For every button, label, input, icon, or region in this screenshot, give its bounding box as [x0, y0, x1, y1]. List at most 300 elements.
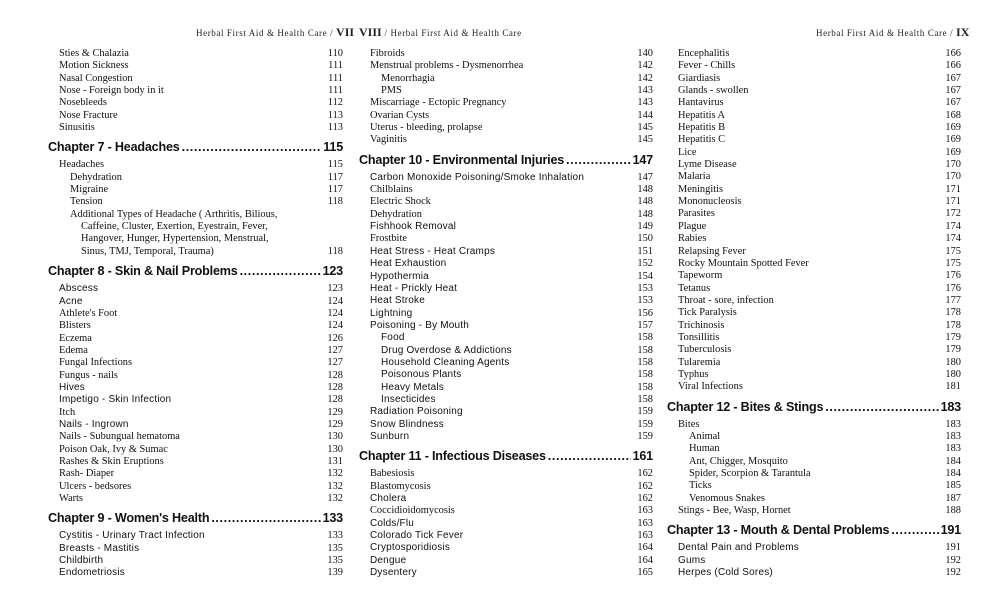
- entry-title: Chapter 9 - Women's Health: [48, 511, 210, 526]
- toc-entry[interactable]: [48, 481, 343, 493]
- entry-title: Rabies: [678, 233, 707, 245]
- toc-entry[interactable]: [667, 283, 961, 295]
- toc-entry[interactable]: [359, 308, 653, 320]
- page-ref: 176: [945, 270, 961, 282]
- page-ref: 167: [945, 72, 961, 84]
- entry-title: Malaria: [678, 171, 711, 183]
- page-ref: 167: [945, 85, 961, 97]
- entry-title: Nasal Congestion: [59, 72, 133, 84]
- chapter-heading-9[interactable]: [48, 511, 343, 526]
- entry-title: 147: [632, 152, 653, 167]
- entry-title: Acne: [59, 295, 83, 307]
- toc-entry[interactable]: [667, 110, 961, 122]
- toc-entry[interactable]: [667, 147, 961, 159]
- entry-title: Tick Paralysis: [678, 307, 737, 319]
- page-ref: 162: [637, 480, 653, 492]
- dot-leader: [566, 153, 631, 167]
- entry-title: Plague: [678, 220, 707, 232]
- toc-entry[interactable]: [359, 283, 653, 295]
- toc-entry[interactable]: [359, 110, 653, 122]
- toc-entry[interactable]: [359, 196, 653, 208]
- page-ref: 166: [945, 60, 961, 72]
- toc-entry[interactable]: [667, 208, 961, 220]
- entry-title: Stings - Bee, Wasp, Hornet: [678, 505, 791, 517]
- toc-entry[interactable]: [667, 344, 961, 356]
- page-ref: 159: [637, 430, 653, 442]
- page-ref: 175: [945, 245, 961, 257]
- entry-title: Fever - Chills: [678, 60, 736, 72]
- entry-title: Chilblains: [370, 184, 413, 196]
- page-ref: 172: [945, 208, 961, 220]
- toc-entry[interactable]: [359, 134, 653, 146]
- toc-entry[interactable]: [359, 172, 653, 184]
- entry-title: Chapter 12 - Bites & Stings: [667, 399, 824, 414]
- page-ref: 187: [945, 492, 961, 504]
- toc-entry[interactable]: [48, 320, 343, 332]
- entry-title: Poison Oak, Ivy & Sumac: [59, 443, 168, 455]
- page-ref: 153: [637, 282, 653, 294]
- entry-title: Dehydration: [70, 171, 122, 183]
- toc-entry[interactable]: [48, 431, 343, 443]
- page-ref: 111: [328, 85, 343, 97]
- entry-title: Viral Infections: [678, 381, 743, 393]
- toc-column-3: [667, 48, 961, 579]
- toc-entry[interactable]: [667, 295, 961, 307]
- toc-entry[interactable]: [667, 307, 961, 319]
- chapter-heading-10[interactable]: [359, 153, 653, 168]
- toc-entry[interactable]: [359, 60, 653, 72]
- toc-entry[interactable]: [667, 381, 961, 393]
- entry-title: Sinus, TMJ, Temporal, Trauma): [81, 245, 214, 257]
- toc-entry[interactable]: [359, 542, 653, 554]
- toc-entry[interactable]: [48, 407, 343, 419]
- entry-title: Insecticides: [381, 393, 436, 405]
- chapter-heading-13[interactable]: [667, 523, 961, 538]
- toc-entry[interactable]: [359, 382, 653, 394]
- toc-entry[interactable]: [667, 542, 961, 554]
- page-ref: 130: [327, 443, 343, 455]
- entry-title: Dental Pain and Problems: [678, 542, 799, 554]
- entry-title: Tapeworm: [678, 270, 723, 282]
- page-ref: 158: [637, 393, 653, 405]
- entry-title: Ticks: [689, 480, 712, 492]
- page-ref: 149: [637, 221, 653, 233]
- toc-entry[interactable]: [48, 48, 343, 60]
- entry-title: Parasites: [678, 208, 715, 220]
- entry-title: 133: [322, 511, 343, 526]
- toc-entry[interactable]: [667, 73, 961, 85]
- entry-title: Heat Stroke: [370, 295, 426, 307]
- entry-title: Itch: [59, 406, 76, 418]
- page-ref: 127: [327, 357, 343, 369]
- chapter-heading-8[interactable]: [48, 264, 343, 279]
- running-head-left: [196, 25, 354, 40]
- page-ref: 166: [945, 48, 961, 59]
- toc-entry[interactable]: [48, 85, 343, 97]
- toc-entry[interactable]: [667, 85, 961, 97]
- page-ref: 112: [327, 97, 343, 109]
- entry-title: Carbon Monoxide Poisoning/Smoke Inhalation: [370, 171, 585, 183]
- toc-entry[interactable]: [667, 332, 961, 344]
- toc-entry[interactable]: [667, 159, 961, 171]
- toc-entry[interactable]: [667, 468, 961, 480]
- page-ref: 183: [945, 430, 961, 442]
- entry-title: Heat Exhaustion: [370, 258, 447, 270]
- page-ref: 150: [637, 233, 653, 245]
- page-ref: 157: [637, 319, 653, 331]
- entry-title: Blisters: [59, 320, 91, 332]
- toc-entry[interactable]: [48, 543, 343, 555]
- page-ref: 165: [637, 567, 653, 579]
- entry-title: Additional Types of Headache ( Arthritis, Bilious,: [70, 208, 278, 220]
- chapter-heading-7[interactable]: [48, 140, 343, 155]
- toc-entry[interactable]: [48, 555, 343, 567]
- toc-entry[interactable]: [48, 60, 343, 72]
- page-ref: 185: [945, 480, 961, 492]
- toc-entry[interactable]: [359, 406, 653, 418]
- toc-entry[interactable]: [359, 73, 653, 85]
- toc-entry[interactable]: [667, 171, 961, 183]
- page-ref: 163: [637, 505, 653, 517]
- page-ref: 113: [327, 109, 343, 121]
- toc-entry[interactable]: [48, 382, 343, 394]
- page-ref: 139: [327, 567, 343, 579]
- page-ref: 135: [327, 542, 343, 554]
- page-ref: 127: [327, 344, 343, 356]
- chapter-heading-11[interactable]: [359, 449, 653, 464]
- page-number: VIII: [359, 25, 382, 39]
- page-ref: 128: [327, 381, 343, 393]
- toc-entry[interactable]: [48, 196, 343, 208]
- entry-title: Heat - Prickly Heat: [370, 282, 458, 294]
- page-ref: 147: [637, 171, 653, 183]
- entry-title: Snow Blindness: [370, 418, 444, 430]
- entry-title: Dysentery: [370, 567, 417, 579]
- page-ref: 142: [637, 60, 653, 72]
- page-ref: 174: [945, 220, 961, 232]
- toc-entry[interactable]: [667, 555, 961, 567]
- toc-entry[interactable]: [359, 530, 653, 542]
- entry-title: Chapter 13 - Mouth & Dental Problems: [667, 523, 890, 538]
- entry-title: Tension: [70, 196, 103, 208]
- toc-entry[interactable]: [48, 444, 343, 456]
- entry-title: Childbirth: [59, 555, 104, 567]
- entry-title: Blastomycosis: [370, 480, 431, 492]
- page-ref: 178: [945, 319, 961, 331]
- page-ref: 171: [945, 183, 961, 195]
- toc-entry[interactable]: [667, 320, 961, 332]
- toc-entry[interactable]: [48, 419, 343, 431]
- entry-title: Mononucleosis: [678, 196, 742, 208]
- toc-entry[interactable]: [359, 357, 653, 369]
- page-ref: 179: [945, 344, 961, 356]
- entry-title: Colorado Tick Fever: [370, 530, 464, 542]
- entry-title: Motion Sickness: [59, 60, 129, 72]
- toc-entry[interactable]: [359, 468, 653, 480]
- entry-title: Lice: [678, 146, 697, 158]
- entry-title: Spider, Scorpion & Tarantula: [689, 468, 811, 479]
- page-ref: 154: [637, 270, 653, 282]
- entry-title: Relapsing Fever: [678, 245, 746, 257]
- toc-entry[interactable]: [667, 233, 961, 245]
- entry-title: Nosebleeds: [59, 97, 107, 109]
- page-ref: 180: [945, 356, 961, 368]
- toc-column-2: [359, 48, 653, 579]
- toc-entry[interactable]: [48, 73, 343, 85]
- toc-entry[interactable]: [667, 456, 961, 468]
- toc-entry[interactable]: [359, 567, 653, 579]
- toc-entry[interactable]: [48, 567, 343, 579]
- page-ref: 123: [327, 283, 343, 295]
- toc-entry[interactable]: [667, 196, 961, 208]
- toc-entry[interactable]: [667, 431, 961, 443]
- entry-title: Chapter 8 - Skin & Nail Problems: [48, 264, 238, 279]
- entry-title: 123: [322, 264, 343, 279]
- toc-entry[interactable]: [667, 443, 961, 455]
- page-ref: 148: [637, 184, 653, 196]
- entry-title: Drug Overdose & Addictions: [381, 344, 512, 356]
- page-ref: 167: [945, 97, 961, 109]
- page-ref: 128: [327, 394, 343, 406]
- entry-title: Menorrhagia: [381, 72, 435, 84]
- toc-entry[interactable]: [667, 60, 961, 72]
- toc-entry[interactable]: [359, 48, 653, 60]
- toc-entry[interactable]: [667, 480, 961, 492]
- toc-entry[interactable]: [359, 555, 653, 567]
- entry-title: Uterus - bleeding, prolapse: [370, 122, 483, 134]
- entry-title: Fungal Infections: [59, 357, 133, 369]
- toc-entry[interactable]: [48, 97, 343, 109]
- page-ref: 145: [637, 122, 653, 134]
- entry-title: Impetigo - Skin Infection: [59, 394, 172, 406]
- toc-entry[interactable]: [667, 419, 961, 431]
- toc-entry[interactable]: [48, 283, 343, 295]
- page-ref: 111: [328, 72, 343, 84]
- page-ref: 158: [637, 344, 653, 356]
- toc-entry[interactable]: [667, 357, 961, 369]
- toc-entry[interactable]: [48, 493, 343, 505]
- entry-title: Hypothermia: [370, 270, 429, 282]
- page-ref: 118: [327, 196, 343, 208]
- page-ref: 169: [945, 134, 961, 146]
- toc-entry[interactable]: [667, 369, 961, 381]
- toc-entry[interactable]: [48, 184, 343, 196]
- toc-entry[interactable]: [359, 97, 653, 109]
- page-ref: 159: [637, 418, 653, 430]
- page-ref: 131: [327, 455, 343, 467]
- entry-title: Poisoning - By Mouth: [370, 319, 470, 331]
- toc-entry-multiline[interactable]: [48, 209, 343, 258]
- entry-title: Throat - sore, infection: [678, 294, 774, 306]
- toc-entry[interactable]: [667, 246, 961, 258]
- toc-entry[interactable]: [359, 233, 653, 245]
- entry-title: Hangover, Hunger, Hypertension, Menstrual,: [81, 233, 269, 245]
- toc-entry[interactable]: [48, 357, 343, 369]
- toc-entry[interactable]: [359, 493, 653, 505]
- entry-title: Animal: [689, 430, 721, 442]
- entry-title: Human: [689, 443, 720, 455]
- page-ref: 142: [637, 72, 653, 84]
- toc-entry[interactable]: [48, 456, 343, 468]
- toc-entry[interactable]: [359, 320, 653, 332]
- entry-title: Dengue: [370, 554, 407, 566]
- toc-entry[interactable]: [359, 481, 653, 493]
- page-ref: 129: [327, 418, 343, 430]
- toc-entry[interactable]: [359, 258, 653, 270]
- toc-entry[interactable]: [359, 184, 653, 196]
- dot-leader: [891, 523, 938, 537]
- toc-entry[interactable]: [667, 493, 961, 505]
- entry-title: Ovarian Cysts: [370, 109, 430, 121]
- entry-title: Lyme Disease: [678, 159, 737, 171]
- page-ref: 158: [637, 356, 653, 368]
- page-ref: 163: [637, 530, 653, 542]
- page-ref: 111: [328, 60, 343, 72]
- entry-title: Sties & Chalazia: [59, 48, 129, 59]
- entry-title: Lightning: [370, 307, 413, 319]
- entry-title: 115: [323, 140, 343, 155]
- entry-title: Coccidioidomycosis: [370, 505, 455, 517]
- page-ref: 113: [327, 122, 343, 134]
- page-ref: 126: [327, 332, 343, 344]
- entry-title: 191: [940, 523, 961, 538]
- page-ref: 132: [327, 468, 343, 480]
- toc-entry[interactable]: [667, 270, 961, 282]
- toc-entry[interactable]: [667, 48, 961, 60]
- toc-entry[interactable]: [48, 468, 343, 480]
- entry-title: Breasts - Mastitis: [59, 542, 140, 554]
- page-ref: 128: [327, 369, 343, 381]
- toc-entry[interactable]: [359, 271, 653, 283]
- entry-title: Heat Stress - Heat Cramps: [370, 245, 496, 257]
- page-ref: 144: [637, 109, 653, 121]
- toc-entry[interactable]: [48, 110, 343, 122]
- toc-entry[interactable]: [359, 505, 653, 517]
- toc-entry[interactable]: [359, 369, 653, 381]
- page-ref: 159: [637, 406, 653, 418]
- entry-title: Migraine: [70, 184, 109, 196]
- entry-title: Household Cleaning Agents: [381, 356, 510, 368]
- page-ref: 178: [945, 307, 961, 319]
- toc-entry[interactable]: [667, 505, 961, 517]
- entry-title: 183: [940, 399, 961, 414]
- page-ref: 148: [637, 208, 653, 220]
- toc-entry[interactable]: [48, 530, 343, 542]
- entry-title: Endometriosis: [59, 567, 125, 579]
- toc-entry[interactable]: [667, 184, 961, 196]
- toc-entry[interactable]: [667, 567, 961, 579]
- toc-entry[interactable]: [48, 394, 343, 406]
- entry-title: Caffeine, Cluster, Exertion, Eyestrain, Fever,: [81, 221, 268, 233]
- running-head-middle: [359, 25, 522, 40]
- entry-title: Encephalitis: [678, 48, 730, 59]
- page-ref: 164: [637, 542, 653, 554]
- toc-entry[interactable]: [359, 394, 653, 406]
- page-ref: 130: [327, 431, 343, 443]
- page-ref: 191: [945, 542, 961, 554]
- entry-title: Chapter 11 - Infectious Diseases: [359, 449, 546, 464]
- toc-entry[interactable]: [359, 246, 653, 258]
- toc-entry[interactable]: [48, 159, 343, 171]
- entry-title: Hepatitis C: [678, 134, 726, 146]
- toc-entry[interactable]: [48, 172, 343, 184]
- entry-title: Colds/Flu: [370, 517, 415, 529]
- page-ref: 175: [945, 257, 961, 269]
- toc-entry[interactable]: [359, 518, 653, 530]
- entry-title: Trichinosis: [678, 319, 725, 331]
- entry-title: Fishhook Removal: [370, 221, 457, 233]
- page-ref: 177: [945, 294, 961, 306]
- dot-leader: [240, 264, 321, 278]
- toc-entry[interactable]: [667, 221, 961, 233]
- toc-entry[interactable]: [359, 345, 653, 357]
- toc-entry[interactable]: [48, 296, 343, 308]
- page-ref: 117: [327, 171, 343, 183]
- toc-entry[interactable]: [359, 419, 653, 431]
- toc-entry[interactable]: [48, 308, 343, 320]
- entry-title: Meningitis: [678, 183, 724, 195]
- toc-entry[interactable]: [359, 332, 653, 344]
- entry-title: Poisonous Plants: [381, 369, 462, 381]
- toc-entry[interactable]: [667, 122, 961, 134]
- entry-title: Fungus - nails: [59, 369, 118, 381]
- page-ref: 168: [945, 109, 961, 121]
- entry-title: Glands - swollen: [678, 85, 749, 97]
- page-ref: 124: [327, 320, 343, 332]
- chapter-heading-12[interactable]: [667, 400, 961, 415]
- page-ref: 115: [327, 159, 343, 171]
- toc-entry[interactable]: [48, 370, 343, 382]
- entry-title: Herpes (Cold Sores): [678, 567, 773, 579]
- page-ref: 188: [945, 505, 961, 517]
- running-head-title: / Herbal First Aid & Health Care: [384, 28, 522, 38]
- toc-entry[interactable]: [667, 258, 961, 270]
- entry-title: Rashes & Skin Eruptions: [59, 455, 164, 467]
- toc-entry[interactable]: [359, 221, 653, 233]
- page-ref: 169: [945, 122, 961, 134]
- toc-entry[interactable]: [359, 122, 653, 134]
- entry-title: Hantavirus: [678, 97, 724, 109]
- dot-leader: [211, 511, 320, 525]
- entry-title: Nails - Ingrown: [59, 418, 129, 430]
- entry-title: Giardiasis: [678, 72, 721, 84]
- page-ref: 156: [637, 307, 653, 319]
- toc-entry[interactable]: [359, 209, 653, 221]
- entry-title: Nose - Foreign body in it: [59, 85, 164, 97]
- page-ref: 145: [637, 134, 653, 146]
- page-ref: 124: [327, 307, 343, 319]
- entry-title: Tonsillitis: [678, 331, 720, 343]
- entry-title: Nails - Subungual hematoma: [59, 431, 180, 443]
- toc-entry[interactable]: [359, 85, 653, 97]
- toc-entry[interactable]: [359, 431, 653, 443]
- page-ref: 171: [945, 196, 961, 208]
- page-ref: 183: [945, 418, 961, 430]
- entry-title: Rash- Diaper: [59, 468, 115, 480]
- page-ref: 176: [945, 282, 961, 294]
- toc-entry[interactable]: [667, 97, 961, 109]
- toc-entry[interactable]: [48, 333, 343, 345]
- toc-entry[interactable]: [667, 134, 961, 146]
- page-ref: 143: [637, 85, 653, 97]
- entry-title: Sinusitis: [59, 122, 95, 134]
- toc-entry[interactable]: [359, 295, 653, 307]
- toc-entry[interactable]: [48, 122, 343, 134]
- toc-entry[interactable]: [48, 345, 343, 357]
- entry-title: Tetanus: [678, 282, 711, 294]
- page-ref: 132: [327, 493, 343, 504]
- page-ref: 153: [637, 295, 653, 307]
